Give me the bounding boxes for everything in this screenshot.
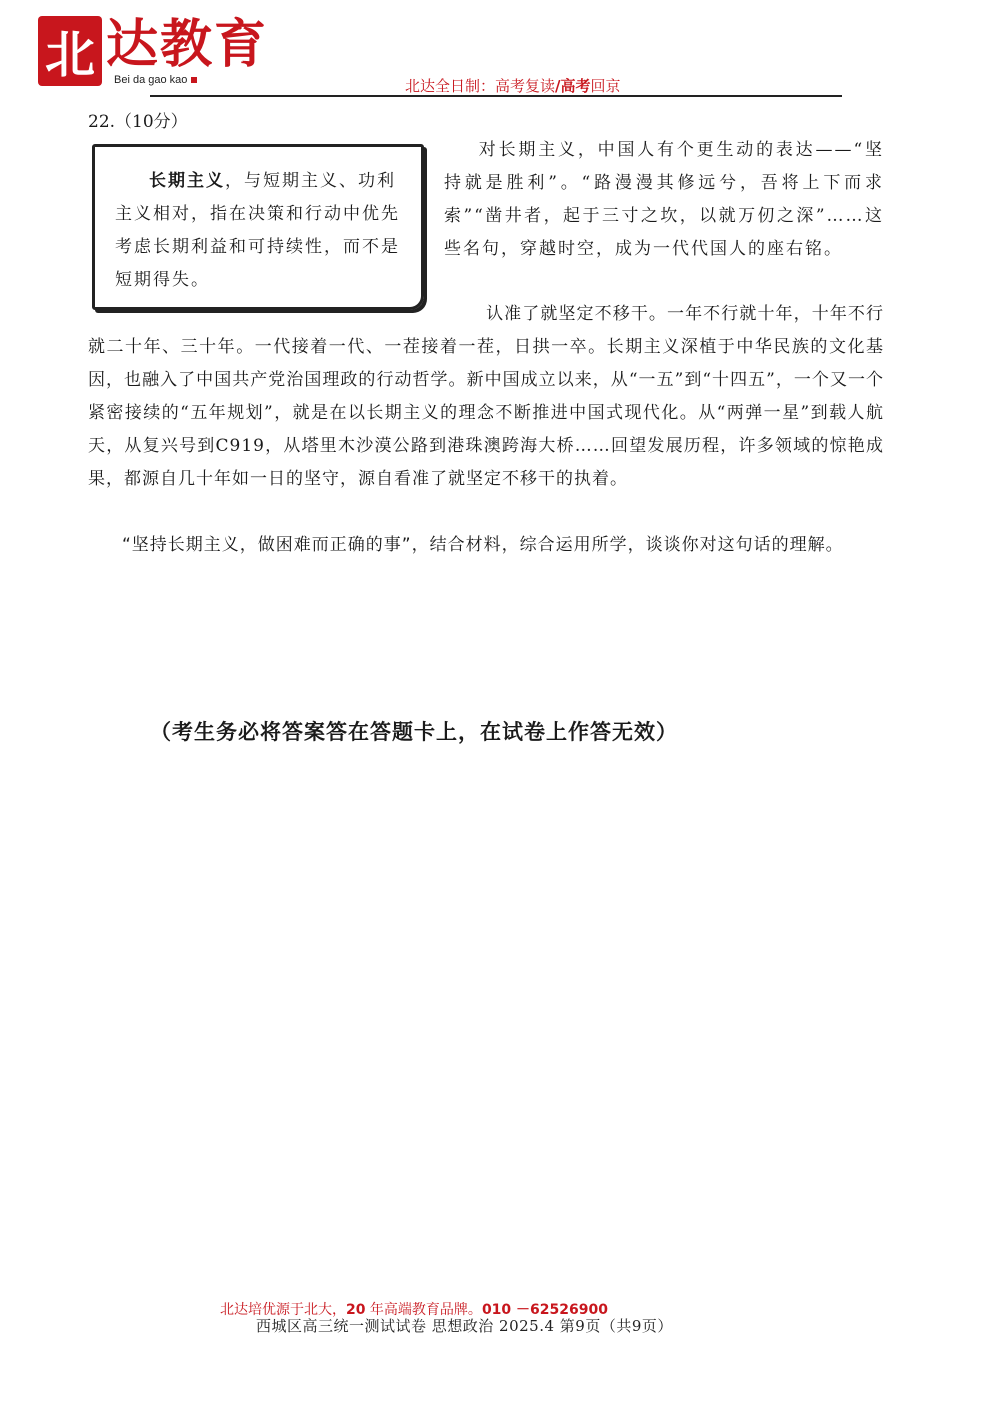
banner-prefix: 北达全日制：高考复读 [405, 77, 556, 95]
material-paragraph-1-text: 对长期主义，中国人有个更生动的表达——“坚持就是胜利”。“路漫漫其修远兮，吾将上下而求索”“凿井者，起于三寸之坎，以就万仞之深”……这些名句，穿越时空，成为一代代国人的座右铭。 [444, 140, 884, 259]
material-paragraph-2-first: 认准了就坚定不移干。一年不行就十年，十 [486, 304, 830, 324]
footer-ad-years: 20 [346, 1302, 366, 1318]
question-number: 22.（10分） [88, 112, 188, 132]
logo-subtitle [114, 74, 197, 86]
footer-ad-prefix: 北达培优源于北大， [220, 1302, 346, 1318]
footer-ad-phone: 010 －62526900 [481, 1302, 608, 1318]
logo-subtitle-text: Bei da gao kao [114, 74, 188, 86]
banner-bold: /高考 [555, 77, 591, 95]
material-paragraph-2-rest: 年不行就二十年、三十年。一代接着一代、一茬接着一茬，日拱一卒。长期主义深植于中华民族的文化基因，也融入了中国共产党治国理政的行动哲学。新中国成立以来，从“一五”到“十四五”，一个又一个紧密接续的“五年规划”，就是在以长期主义的理念不断推进中国式现代化。从“两弹一星”到载人航天，从复兴号到C919，从塔里木沙漠公路到港珠澳跨海大桥……回望发展历程，许多领域的惊艳成果，都源自几十年如一日的坚守，源自看准了就坚定不移干的执着。 [88, 304, 885, 489]
banner-suffix: 回京 [590, 77, 621, 95]
logo-mark: 北 [38, 16, 102, 86]
definition-box [92, 144, 424, 310]
material-paragraph-1 [444, 134, 884, 266]
answer-notice: （考生务必将答案答在答题卡上，在试卷上作答无效） [150, 720, 678, 744]
header-banner [405, 75, 621, 96]
logo-name: 达教育 [106, 14, 269, 75]
logo-square-icon [191, 77, 197, 83]
header-divider [150, 95, 842, 97]
material-paragraph-2 [88, 298, 884, 496]
definition-body: ，与短期主义、功利主义相对，指在决策和行动中优先考虑长期利益和可持续性，而不是短期得失。 [115, 171, 400, 290]
page-info: 西城区高三统一测试试卷 思想政治 2025.4 第9页（共9页） [256, 1317, 673, 1335]
footer-ad-middle: 年高端教育品牌。 [365, 1302, 482, 1318]
definition-text [115, 165, 411, 297]
definition-term: 长期主义 [149, 171, 225, 191]
brand-logo [38, 14, 298, 92]
question-prompt: “坚持长期主义，做困难而正确的事”，结合材料，综合运用所学，谈谈你对这句话的理解。 [122, 535, 844, 555]
